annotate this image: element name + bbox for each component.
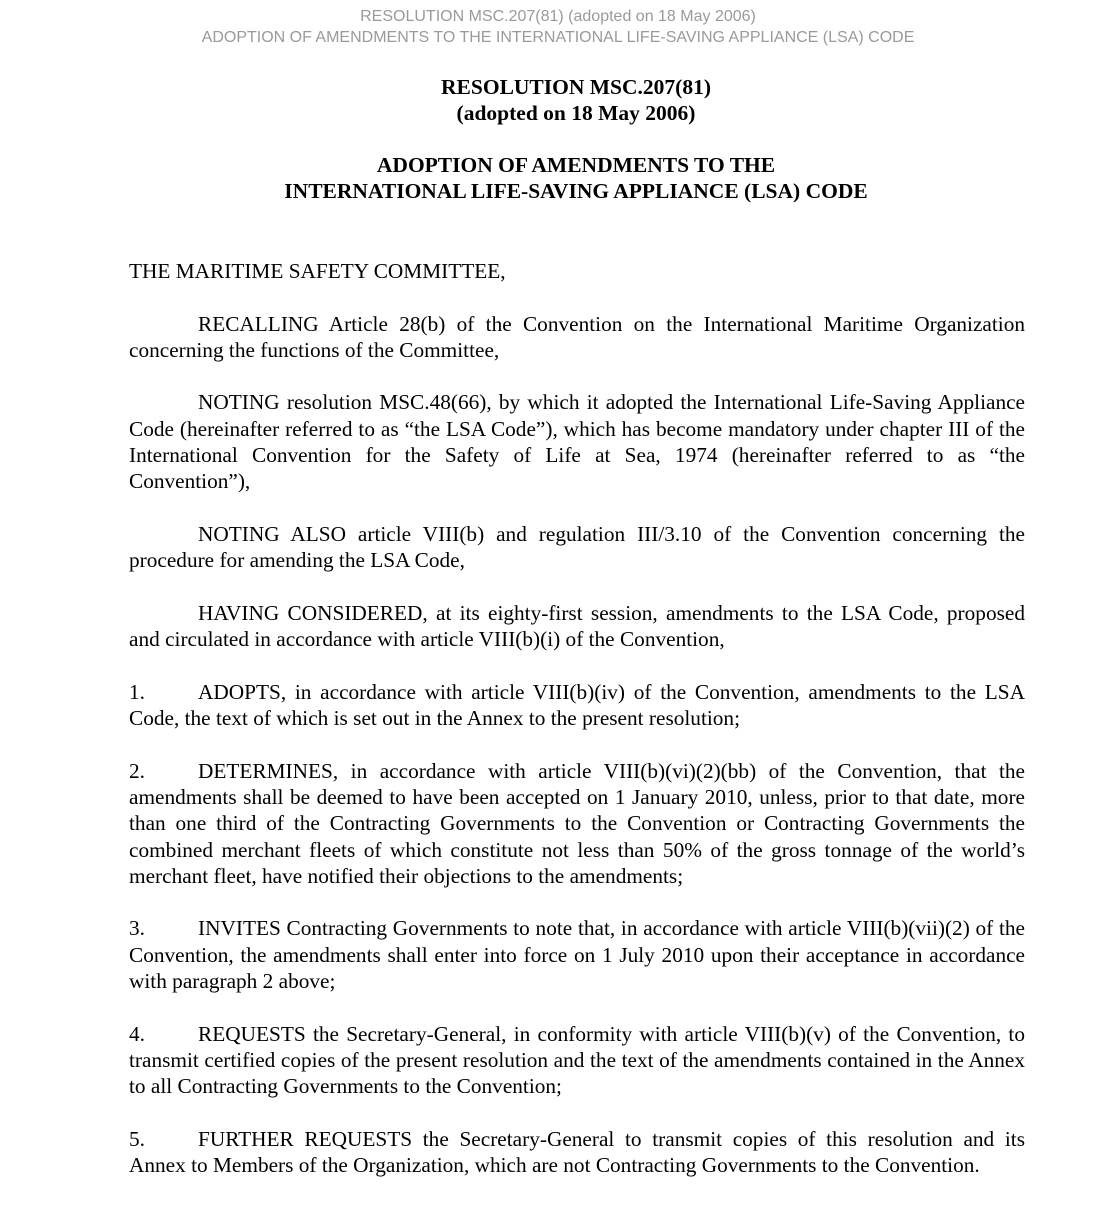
noting-paragraph: NOTING resolution MSC.48(66), by which it adopted the International Life-Saving Appliance Code (hereinafter referred to as “the LSA Code”), which has become mandatory under chapter III of the International Convention for the Safety of Life at Sea, 1974 (hereinafter referred to as “the Convention”), <box>129 390 1025 494</box>
paragraph-text: ADOPTS, in accordance with article VIII(b)(iv) of the Convention, amendments to the LSA Code, the text of which is set out in the Annex to the present resolution; <box>129 679 1025 731</box>
paragraph-number: 5. <box>129 1126 145 1151</box>
running-header <box>0 6 1116 48</box>
resolution-number: RESOLUTION MSC.207(81) <box>441 75 711 99</box>
resolution-title <box>0 74 1116 126</box>
operative-paragraph-5 <box>129 1126 1025 1179</box>
noting-also-paragraph: NOTING ALSO article VIII(b) and regulation III/3.10 of the Convention concerning the procedure for amending the LSA Code, <box>129 521 1025 573</box>
resolution-subject <box>0 152 1116 204</box>
paragraph-text: FURTHER REQUESTS the Secretary-General to transmit copies of this resolution and its Annex to Members of the Organization, which are not Contracting Governments to the Convention. <box>129 1126 1025 1178</box>
operative-paragraph-3 <box>129 915 1025 994</box>
running-header-line-1: RESOLUTION MSC.207(81) (adopted on 18 May 2006) <box>360 8 756 25</box>
paragraph-text: DETERMINES, in accordance with article VIII(b)(vi)(2)(bb) of the Convention, that the amendments shall be deemed to have been accepted on 1 January 2010, unless, prior to that date, more than one third of the Contracting Governments to the Convention or Contracting Governments the combined merchant fleets of which constitute not less than 50% of the gross tonnage of the world’s merchant fleet, have notified their objections to the amendments; <box>129 758 1025 888</box>
subject-line-2: INTERNATIONAL LIFE-SAVING APPLIANCE (LSA) CODE <box>284 179 868 203</box>
subject-line-1: ADOPTION OF AMENDMENTS TO THE <box>376 153 776 177</box>
operative-paragraph-4 <box>129 1021 1025 1100</box>
having-considered-paragraph: HAVING CONSIDERED, at its eighty-first session, amendments to the LSA Code, proposed and circulated in accordance with article VIII(b)(i) of the Convention, <box>129 600 1025 652</box>
resolution-body <box>129 258 1025 1205</box>
paragraph-text: REQUESTS the Secretary-General, in conformity with article VIII(b)(v) of the Convention, to transmit certified copies of the present resolution and the text of the amendments contained in the Annex to all Contracting Governments to the Convention; <box>129 1021 1025 1099</box>
paragraph-number: 4. <box>129 1021 145 1046</box>
operative-paragraph-1 <box>129 679 1025 732</box>
paragraph-text: INVITES Contracting Governments to note that, in accordance with article VIII(b)(vii)(2) of the Convention, the amendments shall enter into force on 1 July 2010 upon their acceptance in accordance with paragraph 2 above; <box>129 916 1025 994</box>
paragraph-number: 3. <box>129 916 145 941</box>
operative-paragraph-2 <box>129 758 1025 889</box>
paragraph-number: 1. <box>129 679 145 704</box>
committee-heading: THE MARITIME SAFETY COMMITTEE, <box>129 259 506 283</box>
adoption-date: (adopted on 18 May 2006) <box>456 101 696 125</box>
running-header-line-2: ADOPTION OF AMENDMENTS TO THE INTERNATIONAL LIFE-SAVING APPLIANCE (LSA) CODE <box>201 29 915 46</box>
recalling-paragraph: RECALLING Article 28(b) of the Convention on the International Maritime Organization concerning the functions of the Committee, <box>129 311 1025 362</box>
paragraph-number: 2. <box>129 758 145 783</box>
